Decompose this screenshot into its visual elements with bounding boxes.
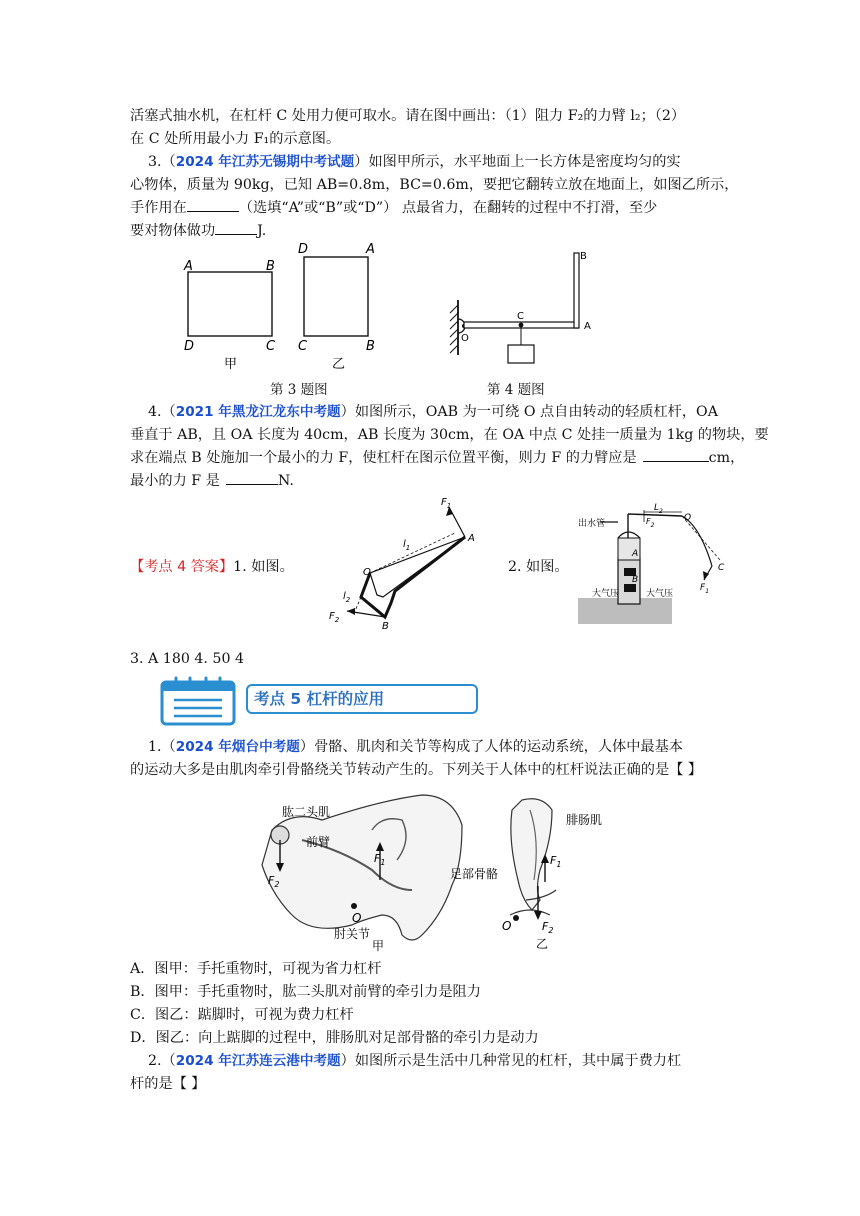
answer-figure-1	[325, 495, 485, 635]
fig3-yi-D: D	[298, 242, 309, 257]
section-title: 考点 5 杠杆的应用	[246, 684, 478, 714]
ans2-A: A	[632, 549, 639, 559]
q4-line3: 求在端点 B 处施加一个最小的力 F，使杠杆在图示位置平衡，则力 F 的力臂应是 cm，	[130, 447, 744, 469]
q3-blank-1[interactable]	[187, 197, 239, 212]
q4-line4: 最小的力 F 是 N.	[130, 470, 294, 492]
fig3-yi-name: 乙	[332, 357, 346, 372]
q4-blank-2[interactable]	[226, 470, 278, 485]
block-jia	[188, 272, 272, 336]
s5q2-line2: 杆的是【 】	[130, 1076, 206, 1092]
q2-text-line1: 活塞式抽水机，在杠杆 C 处用力便可取水。请在图中画出：（1）阻力 F₂的力臂 l₂；（2）	[130, 108, 686, 124]
ans2-F1: $F_1$	[700, 583, 710, 595]
arm-forearm: 前臂	[306, 835, 331, 849]
option-a[interactable]: A．图甲：手托重物时，可视为省力杠杆	[130, 961, 382, 977]
figure-4	[440, 245, 610, 375]
arm-F1: $F_1$	[374, 852, 386, 867]
ans2-atm-right: 大气压	[646, 589, 674, 599]
ans2-atm-left: 大气压	[592, 589, 620, 599]
fig3-yi-A: A	[366, 242, 375, 257]
ans2-F2: $F_2$	[646, 517, 655, 529]
fig3-yi-B: B	[366, 339, 375, 354]
s5q1-source: 2024 年烟台中考题	[175, 739, 300, 755]
answer-figure-2	[572, 498, 732, 628]
ans1-F2: $F_2$	[329, 611, 340, 624]
option-b[interactable]: B．图甲：手托重物时，肱二头肌对前臂的牵引力是阻力	[130, 984, 481, 1000]
calendar-icon	[160, 676, 236, 726]
arm-F2: $F_2$	[268, 874, 280, 889]
leg-O: O	[502, 919, 512, 933]
ans1-B: B	[382, 621, 389, 632]
fig3-yi-C: C	[298, 339, 308, 354]
leg-name: 乙	[536, 937, 549, 951]
answers4-line3: 3. A 180 4. 50 4	[130, 651, 245, 667]
ans2-O: O	[684, 513, 692, 523]
arm-name: 甲	[372, 939, 385, 953]
ans1-O: O	[363, 567, 371, 578]
answers4-line: 【考点 4 答案】1. 如图。	[130, 559, 294, 575]
q3-line3: 手作用在 （选填“A”或“B”或“D”） 点最省力，在翻转的过程中不打滑，至少	[130, 197, 657, 219]
ans1-l1: $l_1$	[403, 539, 411, 552]
fig3-jia-D: D	[184, 339, 195, 354]
q3-blank-2[interactable]	[215, 220, 257, 235]
leg-F1: $F_1$	[550, 854, 562, 869]
leg-F2: $F_2$	[542, 920, 554, 935]
fig3-caption: 第 3 题图	[270, 382, 328, 398]
leg-footbone: 足部骨骼	[450, 867, 499, 881]
arm-biceps: 肱二头肌	[282, 805, 331, 819]
q3-line2: 心物体，质量为 90kg，已知 AB=0.8m，BC=0.6m，要把它翻转立放在地面上，如图乙所示，	[130, 177, 739, 193]
block-yi	[304, 257, 368, 336]
figure-3	[180, 240, 390, 380]
ans2-B: B	[632, 575, 639, 585]
option-d[interactable]: D．图乙：向上踮脚的过程中，腓肠肌对足部骨骼的牵引力是动力	[130, 1030, 539, 1046]
q4-source: 2021 年黑龙江龙东中考题	[175, 404, 341, 420]
hanging-block	[508, 345, 534, 363]
q3-line4: 要对物体做功 J.	[130, 220, 266, 242]
fig4-O: O	[461, 333, 469, 344]
fig3-jia-B: B	[266, 259, 275, 274]
s5q2-source: 2024 年江苏连云港中考题	[175, 1053, 341, 1069]
fig3-jia-name: 甲	[224, 357, 238, 372]
ans1-F1: $F_1$	[441, 497, 452, 510]
s5q2-line1: 2.（2024 年江苏连云港中考题）如图所示是生活中几种常见的杠杆，其中属于费力杠	[148, 1053, 682, 1069]
option-c[interactable]: C．图乙：踮脚时，可视为费力杠杆	[130, 1007, 354, 1023]
s5q1-line2: 的运动大多是由肌肉牵引骨骼绕关节转动产生的。下列关于人体中的杠杆说法正确的是【 】	[130, 762, 703, 778]
q4-line1: 4.（2021 年黑龙江龙东中考题）如图所示，OAB 为一可绕 O 点自由转动的轻质杠杆，OA	[148, 404, 718, 420]
ans1-A: A	[468, 533, 475, 544]
q4-line2: 垂直于 AB，且 OA 长度为 40cm，AB 长度为 30cm，在 OA 中点 C 处挂一质量为 1kg 的物块，要	[130, 427, 769, 443]
q3-line1: 3.（2024 年江苏无锡期中考试题）如图甲所示，水平地面上一长方体是密度均匀的实	[148, 154, 681, 170]
fig4-A: A	[584, 321, 591, 332]
lever-AB	[574, 253, 579, 328]
arm-elbow: 肘关节	[334, 927, 371, 941]
ans1-l2: $l_2$	[343, 591, 351, 604]
fig4-B: B	[580, 251, 587, 262]
fig3-jia-C: C	[266, 339, 276, 354]
answers4-label: 【考点 4 答案】	[130, 559, 234, 575]
fig4-caption: 第 4 题图	[487, 382, 545, 398]
arm-figure	[262, 790, 467, 953]
ans2-outlet: 出水管	[578, 519, 606, 529]
answers4-ans2: 2. 如图。	[508, 559, 569, 575]
s5q1-line1: 1.（2024 年烟台中考题）骨骼、肌肉和关节等构成了人体的运动系统，人体中最基本	[148, 739, 683, 755]
ans2-C: C	[718, 563, 725, 573]
leg-calf: 腓肠肌	[566, 813, 603, 827]
arm-O: O	[352, 911, 362, 925]
q4-blank-1[interactable]	[643, 447, 709, 462]
q3-source: 2024 年江苏无锡期中考试题	[175, 154, 355, 170]
fig3-jia-A: A	[184, 259, 193, 274]
ans2-L2: $L_2$	[654, 503, 663, 515]
fig4-C: C	[517, 311, 524, 322]
q2-text-line2: 在 C 处所用最小力 F₁的示意图。	[130, 131, 341, 147]
leg-figure	[450, 790, 630, 950]
